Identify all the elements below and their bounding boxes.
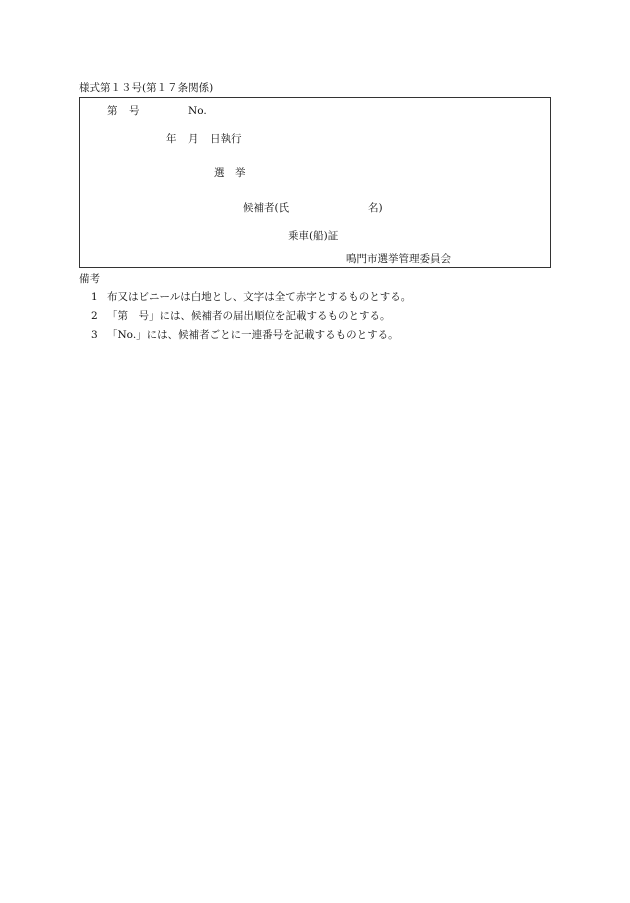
issuer-label: 鳴門市選挙管理委員会 xyxy=(346,253,451,265)
date-year-label: 年 xyxy=(166,133,177,145)
form-title: 様式第１３号(第１７条関係) xyxy=(79,82,214,94)
pass-form-box xyxy=(79,97,551,268)
note-text: 布又はビニールは白地とし、文字は全て赤字とするものとする。 xyxy=(107,291,412,303)
dai-label: 第 xyxy=(107,105,118,117)
candidate-name-close: 名) xyxy=(368,202,383,214)
serial-no-label: No. xyxy=(188,105,207,117)
election-label: 選 挙 xyxy=(214,167,246,179)
date-day-exec-label: 日執行 xyxy=(210,133,242,145)
notes-heading: 備考 xyxy=(79,273,100,285)
note-text: 「No.」には、候補者ごとに一連番号を記載するものとする。 xyxy=(107,329,399,341)
note-number: 3 xyxy=(91,329,98,341)
note-number: 1 xyxy=(91,291,98,303)
note-number: 2 xyxy=(91,310,98,322)
go-label: 号 xyxy=(129,105,140,117)
candidate-name-open: 候補者(氏 xyxy=(243,202,290,214)
note-text: 「第 号」には、候補者の届出順位を記載するものとする。 xyxy=(107,310,391,322)
date-month-label: 月 xyxy=(188,133,199,145)
pass-label: 乗車(船)証 xyxy=(288,230,339,242)
